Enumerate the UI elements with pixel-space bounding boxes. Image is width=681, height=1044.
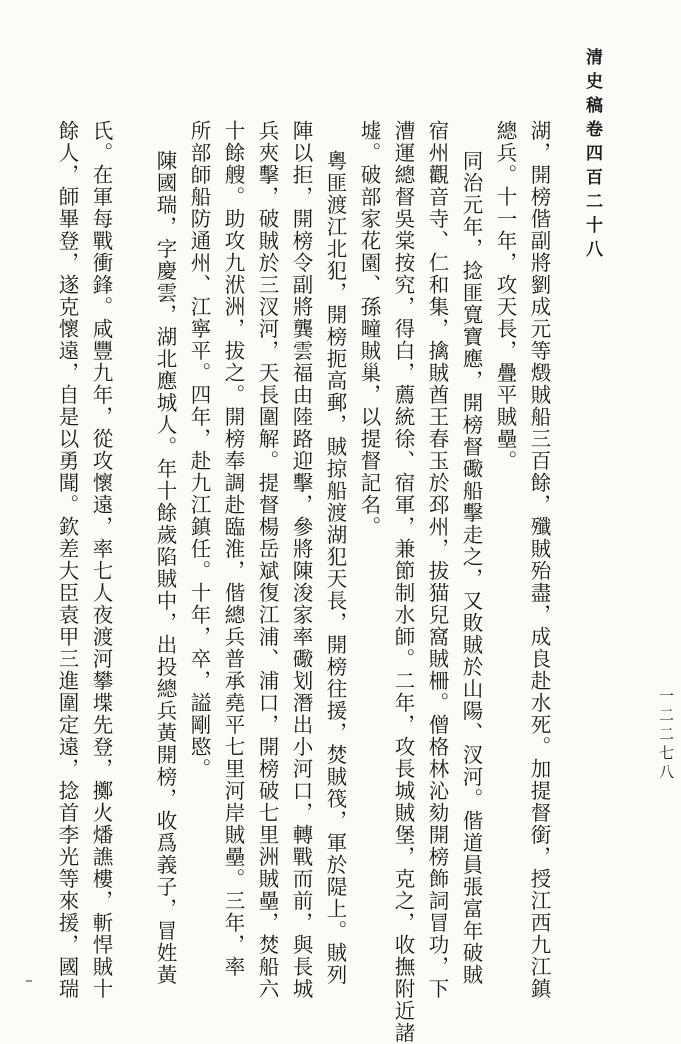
text-column: 陣以拒，開榜令副將龔雲福由陸路迎擊，參將陳浚家率礮划潛出小河口，轉戰而前，與長城: [289, 120, 313, 1000]
text-column: 墟。破部家花園、孫疃賊巢，以提督記名。: [357, 120, 381, 538]
text-column: 兵夾擊，破賊於三汊河，天長圍解。提督楊岳斌復江浦、浦口，開榜破七里洲賊壘，焚船六: [255, 120, 279, 1000]
text-column: 氏。在軍每戰衝鋒。咸豐九年，從攻懷遠，率七人夜渡河攀堞先登，擲火燔譙樓，斬悍賊十: [89, 120, 113, 1000]
text-column: 餘人，師畢登，遂克懷遠，自是以勇聞。欽差大臣袁甲三進圍定遠，捻首李光等來援，國瑞: [55, 120, 79, 1000]
page-header-title: 清史稿卷四百二十八: [582, 48, 602, 264]
text-column: 總兵。十一年，攻天長，疊平賊壘。: [493, 120, 517, 472]
text-column: 所部師船防通州、江寧平。四年，赴九江鎮任。十年，卒，謚剛愍。: [187, 120, 211, 780]
text-column: 陳國瑞，字慶雲，湖北應城人。年十餘歲陷賊中，出投總兵黃開榜，收爲義子，冒姓黃: [153, 150, 177, 986]
text-body: [50, 120, 556, 1044]
page-number: 一二二七八: [657, 688, 675, 783]
text-column: 同治元年，捻匪寬寶應，開榜督礮船擊走之，又敗賊於山陽、汊河。偕道員張富年破賊: [459, 150, 483, 986]
text-column: 十餘艘。助攻九洑洲，拔之。開榜奉調赴臨淮，偕總兵普承堯平七里河岸賊壘。三年，率: [221, 120, 245, 978]
text-column: 宿州觀音寺、仁和集，擒賊酋王春玉於邳州，拔猫兒窩賊柵。僧格林沁劾開榜飾詞冒功，下: [425, 120, 449, 1000]
text-column: 粵匪渡江北犯，開榜扼高郵，賊掠船渡湖犯天長，開榜往援，焚賊筏，軍於隄上。賊列: [323, 150, 347, 986]
text-column: 湖，開榜偕副將劉成元等燬賊船三百餘，殲賊殆盡，成良赴水死。加提督銜，授江西九江鎮: [527, 120, 551, 1000]
text-column: 漕運總督吳棠按究，得白，薦統徐、宿軍，兼節制水師。二年，攻長城賊堡，克之，收撫附近諸: [391, 120, 415, 1044]
margin-mark: [26, 980, 32, 982]
